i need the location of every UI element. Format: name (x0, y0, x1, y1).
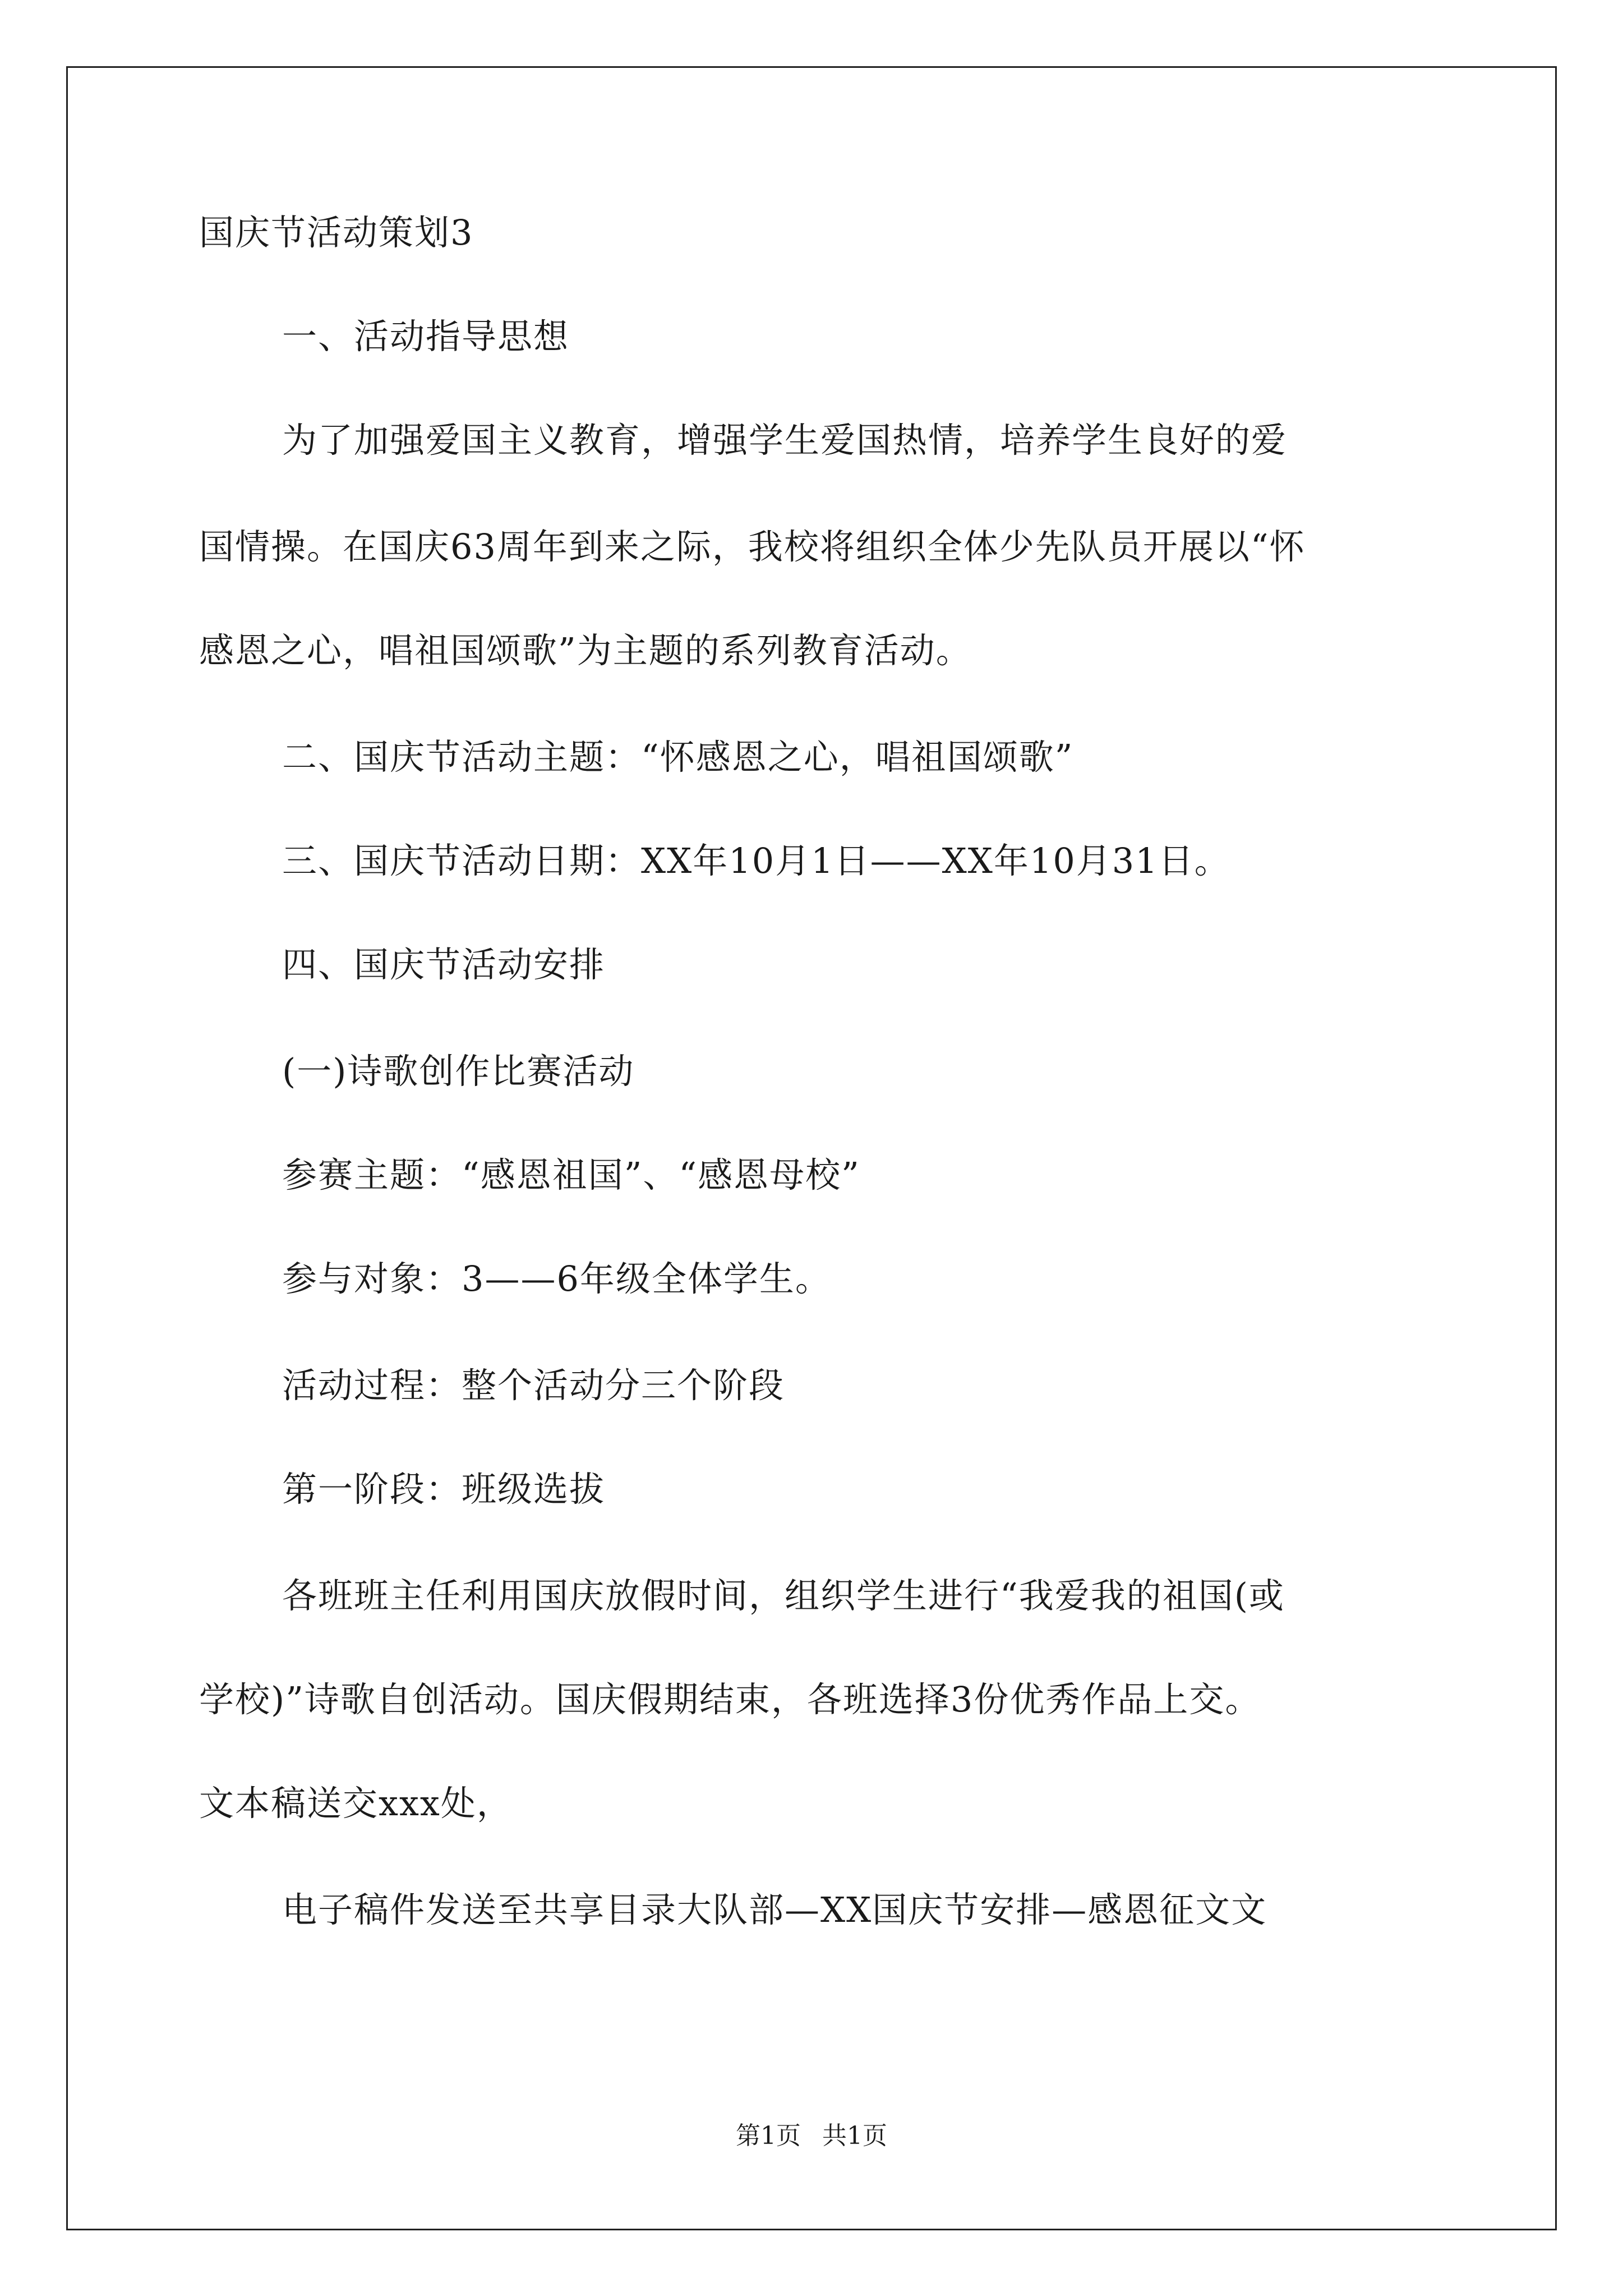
paragraph-line: 为了加强爱国主义教育，增强学生爱国热情，培养学生良好的爱 (282, 420, 1288, 461)
heading-arrangement: 四、国庆节活动安排 (282, 944, 606, 985)
heading-guiding-idea: 一、活动指导思想 (282, 316, 570, 357)
paragraph-line: 学校)”诗歌自创活动。国庆假期结束，各班选择3份优秀作品上交。 (199, 1679, 1261, 1720)
paragraph-line: 文本稿送交xxx处， (199, 1783, 513, 1824)
paragraph-line: 感恩之心，唱祖国颂歌”为主题的系列教育活动。 (199, 630, 972, 671)
page-number: 第1页 (736, 2122, 801, 2150)
paragraph-line: 参与对象：3——6年级全体学生。 (282, 1258, 831, 1299)
paragraph-line: 第一阶段：班级选拔 (282, 1469, 606, 1510)
paragraph-line: 国情操。在国庆63周年到来之际，我校将组织全体少先队员开展以“怀 (199, 526, 1306, 567)
page-total: 共1页 (822, 2122, 887, 2150)
paragraph-line: 电子稿件发送至共享目录大队部—XX国庆节安排—感恩征文文 (282, 1889, 1267, 1930)
paragraph-line: 活动过程：整个活动分三个阶段 (282, 1365, 785, 1406)
subheading-poetry-contest: (一)诗歌创作比赛活动 (282, 1051, 635, 1092)
paragraph-line: 各班班主任利用国庆放假时间，组织学生进行“我爱我的祖国(或 (282, 1575, 1285, 1616)
page-footer (0, 2119, 1623, 2153)
paragraph-line: 参赛主题：“感恩祖国”、“感恩母校” (282, 1154, 860, 1195)
document-title: 国庆节活动策划3 (199, 212, 474, 253)
heading-theme: 二、国庆节活动主题：“怀感恩之心，唱祖国颂歌” (282, 737, 1074, 777)
heading-dates: 三、国庆节活动日期：XX年10月1日——XX年10月31日。 (282, 840, 1230, 881)
